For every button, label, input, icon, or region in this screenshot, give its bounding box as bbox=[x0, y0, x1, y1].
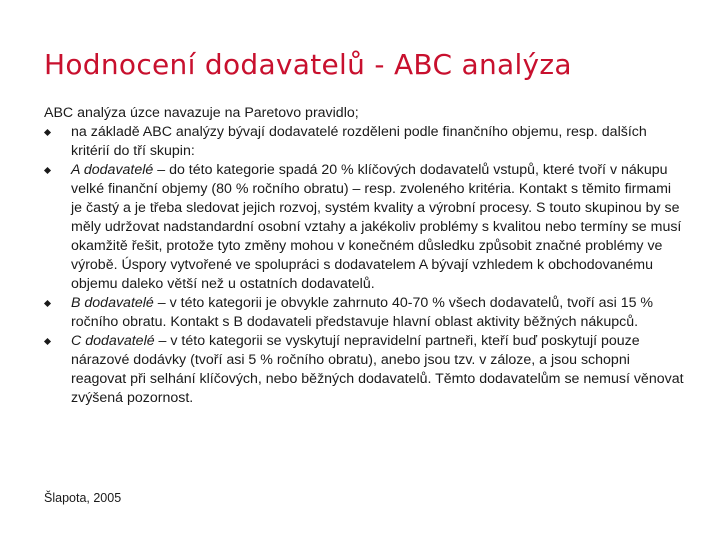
slide-content bbox=[44, 104, 684, 408]
bullet-item-b-suppliers bbox=[44, 294, 684, 332]
intro-text: ABC analýza úzce navazuje na Paretovo pravidlo; bbox=[44, 105, 359, 121]
slide-title: Hodnocení dodavatelů - ABC analýza bbox=[44, 48, 572, 81]
diamond-bullet-icon bbox=[44, 129, 51, 136]
bullet-text: – do této kategorie spadá 20 % klíčových dodavatelů vstupů, které tvoří v nákupu velké finanční objemy (80 % ročního obratu) – resp. zvoleného kritéria. Kontakt s těmito firmami je častý a je třeba sledovat jejich rozvoj, systém kvality a výrobní procesy. S touto skupinou by se měly udržovat nadstandardní osobní vztahy a jakékoliv problémy s kvalitou nebo termíny se musí okamžitě řešit, protože tyto změny mohou v konečném důsledku způsobit značné problémy ve výrobě. Úspory vytvořené ve spolupráci s dodavatelem A bývají vzhledem k obchodovanému objemu daleko větší než u ostatních dodavatelů. bbox=[71, 162, 682, 292]
bullet-term: A dodavatelé bbox=[71, 162, 154, 178]
source-citation: Šlapota, 2005 bbox=[44, 491, 122, 505]
diamond-bullet-icon bbox=[44, 300, 51, 307]
bullet-text: na základě ABC analýzy bývají dodavatelé rozděleni podle finančního objemu, resp. dalších kritérií do tří skupin: bbox=[71, 124, 647, 159]
bullet-text: – v této kategorii je obvykle zahrnuto 40-70 % všech dodavatelů, tvoří asi 15 % ročního obratu. Kontakt s B dodavateli představuje hlavní oblast aktivity běžných nákupců. bbox=[71, 295, 654, 330]
bullet-item-a-suppliers bbox=[44, 161, 684, 294]
diamond-bullet-icon bbox=[44, 167, 51, 174]
diamond-bullet-icon bbox=[44, 338, 51, 345]
bullet-list bbox=[44, 123, 684, 408]
bullet-item-c-suppliers bbox=[44, 332, 684, 408]
bullet-term: C dodavatelé bbox=[71, 333, 155, 349]
bullet-item-groups bbox=[44, 123, 684, 161]
bullet-term: B dodavatelé bbox=[71, 295, 154, 311]
bullet-text: – v této kategorii se vyskytují nepravidelní partneři, kteří buď poskytují pouze nárazové dodávky (tvoří asi 5 % ročního obratu), anebo jsou tzv. v záloze, a jsou schopni reagovat při selhání klíčových, nebo běžných dodavatelů. Těmto dodavatelům se nemusí věnovat zvýšená pozornost. bbox=[71, 333, 684, 406]
